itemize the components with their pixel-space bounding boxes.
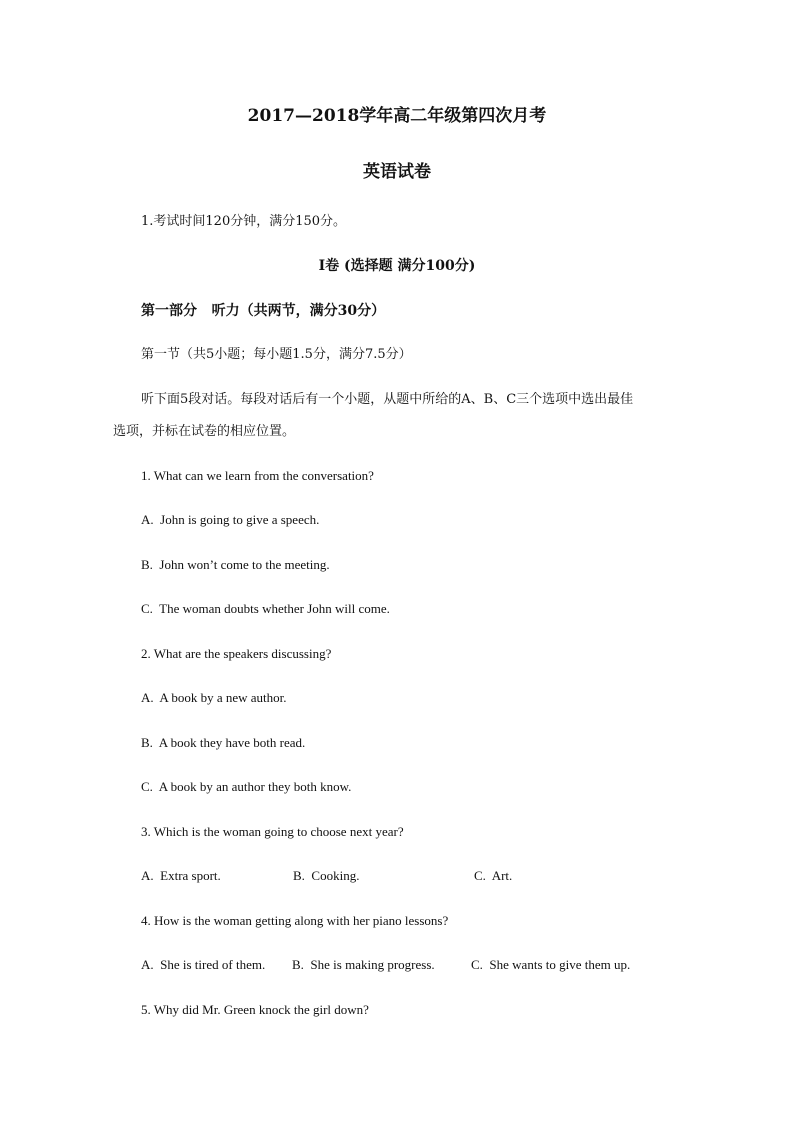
question-option: A. A book by a new author.: [141, 690, 287, 705]
exam-subtitle: 英语试卷: [363, 162, 431, 182]
exam-title: 2017—2018学年高二年级第四次月考: [247, 106, 547, 126]
question-option: A. Extra sport.: [141, 868, 221, 883]
question-stem: 4. How is the woman getting along with her piano lessons?: [141, 913, 449, 928]
question-stem: 5. Why did Mr. Green knock the girl down?: [141, 1002, 369, 1017]
question-stem: 1. What can we learn from the conversation?: [141, 468, 374, 483]
question-stem: 3. Which is the woman going to choose next year?: [141, 824, 404, 839]
exam-note: 1.考试时间120分钟，满分150分。: [141, 214, 347, 229]
question-option: B. John won’t come to the meeting.: [141, 557, 330, 572]
question-option: A. John is going to give a speech.: [141, 512, 320, 527]
part-title: 第一部分 听力（共两节，满分30分）: [141, 303, 386, 319]
question-option: C. A book by an author they both know.: [141, 779, 352, 794]
question-option: C. She wants to give them up.: [471, 957, 631, 972]
instructions-line-1: 听下面5段对话。每段对话后有一个小题，从题中所给的A、B、C三个选项中选出最佳: [141, 392, 634, 407]
question-option: B. Cooking.: [293, 868, 360, 883]
section-title: 第一节（共5小题；每小题1.5分，满分7.5分）: [141, 347, 412, 362]
question-stem: 2. What are the speakers discussing?: [141, 646, 332, 661]
question-option: C. The woman doubts whether John will come.: [141, 601, 390, 616]
question-option: A. She is tired of them.: [141, 957, 266, 972]
question-option: B. She is making progress.: [292, 957, 435, 972]
instructions-line-2: 选项，并标在试卷的相应位置。: [113, 424, 296, 439]
volume-title: I卷 (选择题 满分100分): [318, 258, 476, 274]
question-option: C. Art.: [474, 868, 513, 883]
question-option: B. A book they have both read.: [141, 735, 306, 750]
